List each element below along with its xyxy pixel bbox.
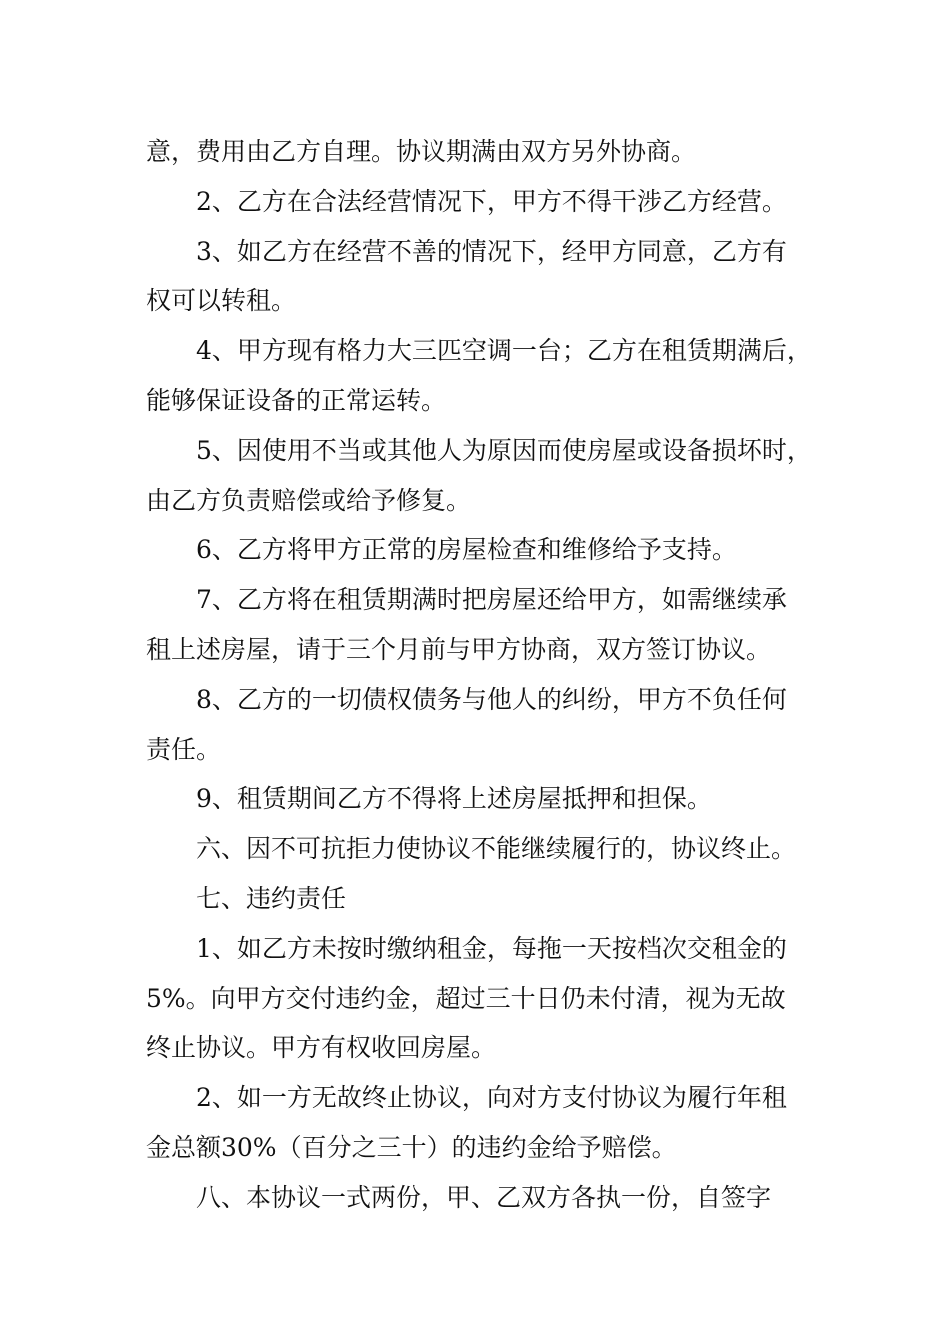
text-line-18: 5%。向甲方交付违约金，超过三十日仍未付清，视为无故: [146, 983, 786, 1013]
text-line-2: 2、乙方在合法经营情况下，甲方不得干涉乙方经营。: [196, 186, 787, 216]
text-line-22: 八、本协议一式两份，甲、乙双方各执一份，自签字: [196, 1182, 772, 1212]
text-line-14: 9、租赁期间乙方不得将上述房屋抵押和担保。: [196, 784, 712, 814]
text-line-13: 责任。: [146, 734, 222, 764]
text-line-7: 5、因使用不当或其他人为原因而使房屋或设备损坏时，: [196, 435, 812, 465]
text-line-16: 七、违约责任: [196, 883, 347, 913]
text-line-19: 终止协议。甲方有权收回房屋。: [146, 1033, 497, 1063]
text-line-6: 能够保证设备的正常运转。: [146, 385, 447, 415]
text-line-5: 4、甲方现有格力大三匹空调一台；乙方在租赁期满后，: [196, 336, 812, 366]
text-line-17: 1、如乙方未按时缴纳租金，每拖一天按档次交租金的: [196, 933, 787, 963]
text-line-4: 权可以转租。: [146, 286, 297, 316]
text-line-15: 六、因不可抗拒力使协议不能继续履行的，协议终止。: [196, 834, 797, 864]
text-line-20: 2、如一方无故终止协议，向对方支付协议为履行年租: [196, 1083, 787, 1113]
text-line-11: 租上述房屋，请于三个月前与甲方协商，双方签订协议。: [146, 634, 772, 664]
text-line-3: 3、如乙方在经营不善的情况下，经甲方同意，乙方有: [196, 236, 787, 266]
text-line-12: 8、乙方的一切债权债务与他人的纠纷，甲方不负任何: [196, 684, 787, 714]
text-line-9: 6、乙方将甲方正常的房屋检查和维修给予支持。: [196, 535, 737, 565]
text-line-8: 由乙方负责赔偿或给予修复。: [146, 485, 472, 515]
document-body: [146, 127, 818, 1223]
text-line-21: 金总额30%（百分之三十）的违约金给予赔偿。: [146, 1132, 677, 1162]
text-line-10: 7、乙方将在租赁期满时把房屋还给甲方，如需继续承: [196, 585, 787, 615]
text-line-1: 意，费用由乙方自理。协议期满由双方另外协商。: [146, 137, 697, 166]
